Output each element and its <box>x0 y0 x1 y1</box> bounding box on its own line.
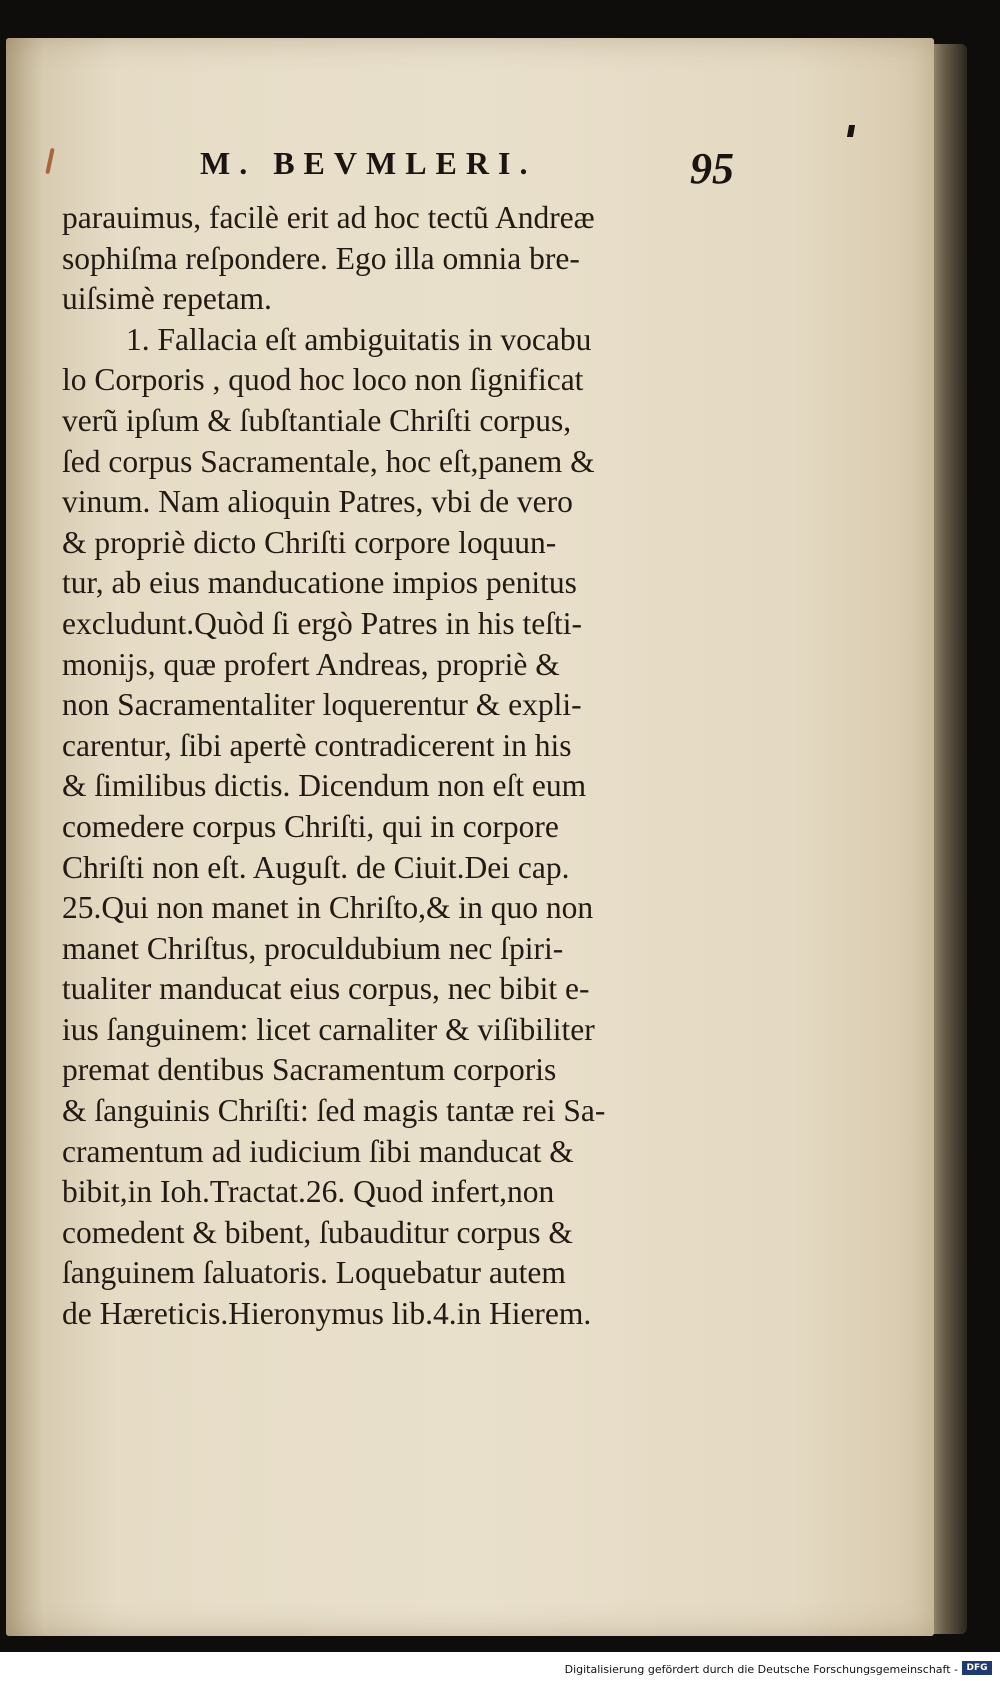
text-line: lo Corporis , quod hoc loco non ſignificat <box>62 362 584 398</box>
text-line: vinum. Nam alioquin Patres, vbi de vero <box>62 484 573 520</box>
text-line: & propriè dicto Chriſti corpore loquun- <box>62 524 557 560</box>
text-line: 1. Fallacia eſt ambiguitatis in vocabu <box>126 321 592 357</box>
text-line: bibit,in Ioh.Tractat.26. Quod infert,non <box>62 1174 555 1210</box>
text-line: verũ ipſum & ſubſtantiale Chriſti corpus, <box>62 402 572 438</box>
text-line: uiſsimè repetam. <box>62 281 272 317</box>
text-line: premat dentibus Sacramentum corporis <box>62 1052 557 1088</box>
text-line: monijs, quæ profert Andreas, propriè & <box>62 646 560 682</box>
running-title: M. BEVMLERI. <box>200 145 537 181</box>
body-text <box>62 198 732 1335</box>
text-line: tualiter manducat eius corpus, nec bibit e- <box>62 971 590 1007</box>
text-line: ſed corpus Sacramentale, hoc eſt,panem & <box>62 443 595 479</box>
text-line: tur, ab eius manducatione impios penitus <box>62 565 577 601</box>
text-line: ſanguinem ſaluatoris. Loquebatur autem <box>62 1255 566 1291</box>
text-line: manet Chriſtus, proculdubium nec ſpiri- <box>62 930 564 966</box>
digitization-credit: Digitalisierung gefördert durch die Deutsche Forschungsgemeinschaft - <box>564 1663 958 1676</box>
text-line: comedere corpus Chriſti, qui in corpore <box>62 808 559 844</box>
text-line: cramentum ad iudicium ſibi manducat & <box>62 1133 574 1169</box>
text-line: de Hæreticis.Hieronymus lib.4.in Hierem. <box>62 1296 592 1332</box>
text-line: parauimus, facilè erit ad hoc tectũ Andreæ <box>62 200 595 235</box>
dfg-logo[interactable]: DFG <box>962 1661 992 1675</box>
text-line: Chriſti non eſt. Auguſt. de Ciuit.Dei cap. <box>62 849 570 885</box>
page-number: 95 <box>690 144 734 193</box>
text-line: sophiſma reſpondere. Ego illa omnia bre- <box>62 240 580 276</box>
text-line: carentur, ſibi apertè contradicerent in his <box>62 727 572 763</box>
text-line: excludunt.Quòd ſi ergò Patres in his teſti- <box>62 605 582 641</box>
text-line: comedent & bibent, ſubauditur corpus & <box>62 1214 573 1250</box>
text-line: non Sacramentaliter loquerentur & expli- <box>62 687 582 723</box>
text-line: & ſanguinis Chriſti: ſed magis tantæ rei Sa- <box>62 1093 606 1129</box>
text-line: 25.Qui non manet in Chriſto,& in quo non <box>62 890 594 926</box>
text-line: ius ſanguinem: licet carnaliter & viſibiliter <box>62 1011 595 1047</box>
text-line: & ſimilibus dictis. Dicendum non eſt eum <box>62 768 587 804</box>
